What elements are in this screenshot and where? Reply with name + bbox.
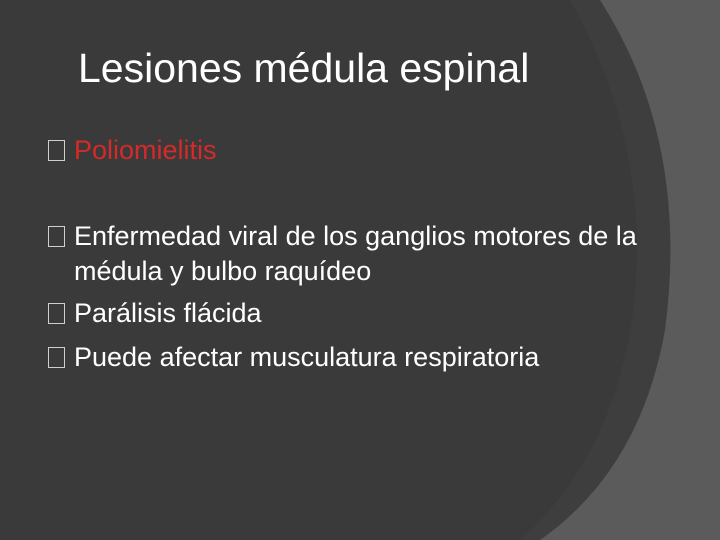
bullet-text: Poliomielitis: [74, 135, 217, 165]
bullet-enfermedad-viral: [48, 219, 648, 289]
square-bullet-icon: [48, 347, 65, 368]
bullet-text: Puede afectar musculatura respiratoria: [74, 342, 540, 372]
bullet-musculatura-respiratoria: [48, 340, 539, 375]
slide-title: Lesiones médula espinal: [78, 45, 530, 91]
bullet-paralisis-flacida: [48, 296, 262, 331]
square-bullet-icon: [48, 303, 65, 324]
bullet-poliomielitis: [48, 133, 217, 168]
bullet-text: Parálisis flácida: [74, 298, 262, 328]
bullet-text: Enfermedad viral de los ganglios motores de la médula y bulbo raquídeo: [74, 221, 637, 286]
square-bullet-icon: [48, 226, 65, 247]
square-bullet-icon: [48, 140, 65, 161]
